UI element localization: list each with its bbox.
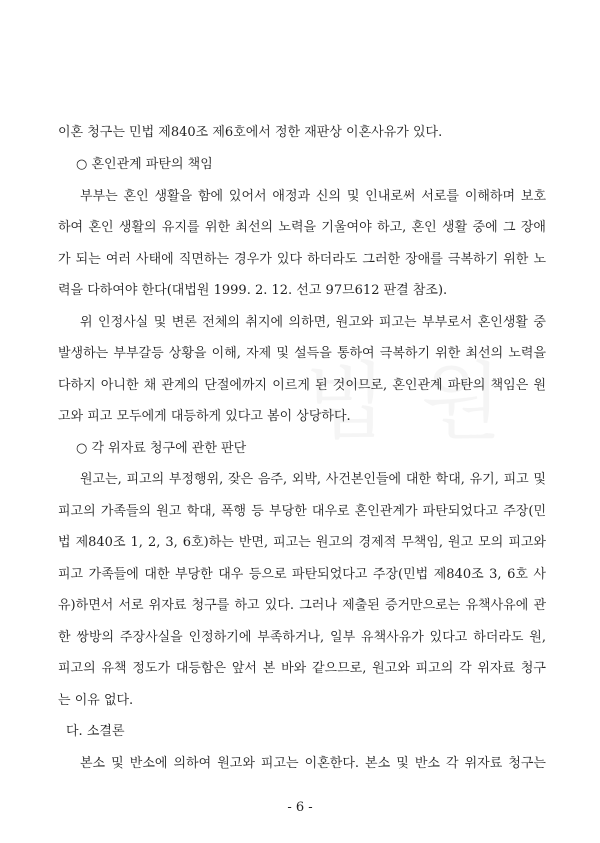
text-line: 이혼 청구는 민법 제840조 제6호에서 정한 재판상 이혼사유가 있다. [58,125,443,140]
text-line: 피고의 가족들의 원고 학대, 폭행 등 부당한 대우로 혼인관계가 파탄되었다고 주장(민 [58,504,546,519]
text-line: 법 제840조 1, 2, 3, 6호)하는 반면, 피고는 원고의 경제적 무책임, 원고 모의 피고와 [58,535,546,550]
text-line: 력을 다하여야 한다(대법원 1999. 2. 12. 선고 97므612 판결 참조). [58,283,448,298]
section-heading-damages: ○ 각 위자료 청구에 관한 판단 [76,441,247,456]
text-line: 발생하는 부부갈등 상황을 이해, 자제 및 설득을 통하여 극복하기 위한 최선의 노력을 [58,346,546,361]
text-line: 다하지 아니한 채 관계의 단절에까지 이르게 된 것이므로, 혼인관계 파탄의 책임은 원 [58,378,546,393]
section-heading-responsibility: ○ 혼인관계 파탄의 책임 [76,157,213,172]
text-line: 위 인정사실 및 변론 전체의 취지에 의하면, 원고와 피고는 부부로서 혼인생활 중 [80,315,546,330]
text-line: 는 이유 없다. [58,693,134,708]
page-number: - 6 - [287,800,313,815]
text-line: 원고는, 피고의 부정행위, 잦은 음주, 외박, 사건본인들에 대한 학대, 유기, 피고 및 [80,472,546,487]
text-line: 고와 피고 모두에게 대등하게 있다고 봄이 상당하다. [58,409,351,424]
text-line: 유)하면서 서로 위자료 청구를 하고 있다. 그러나 제출된 증거만으로는 유책사유에 관 [58,598,546,613]
text-line: 하여 혼인 생활의 유지를 위한 최선의 노력을 기울여야 하고, 혼인 생활 중에 그 장애 [58,220,546,235]
text-line: 피고 가족들에 대한 부당한 대우 등으로 파탄되었다고 주장(민법 제840조 3, 6호 사 [58,567,546,582]
text-line: 가 되는 여러 사태에 직면하는 경우가 있다 하더라도 그러한 장애를 극복하기 위한 노 [58,252,546,267]
text-line: 피고의 유책 정도가 대등함은 앞서 본 바와 같으므로, 원고와 피고의 각 위자료 청구 [58,661,546,676]
section-heading-conclusion: 다. 소결론 [66,724,125,739]
text-line: 부부는 혼인 생활을 함에 있어서 애정과 신의 및 인내로써 서로를 이해하며 보호 [80,189,546,204]
text-line: 한 쌍방의 주장사실을 인정하기에 부족하거나, 일부 유책사유가 있다고 하더라도 원, [58,630,546,645]
text-line: 본소 및 반소에 의하여 원고와 피고는 이혼한다. 본소 및 반소 각 위자료 청구는 [80,756,546,771]
